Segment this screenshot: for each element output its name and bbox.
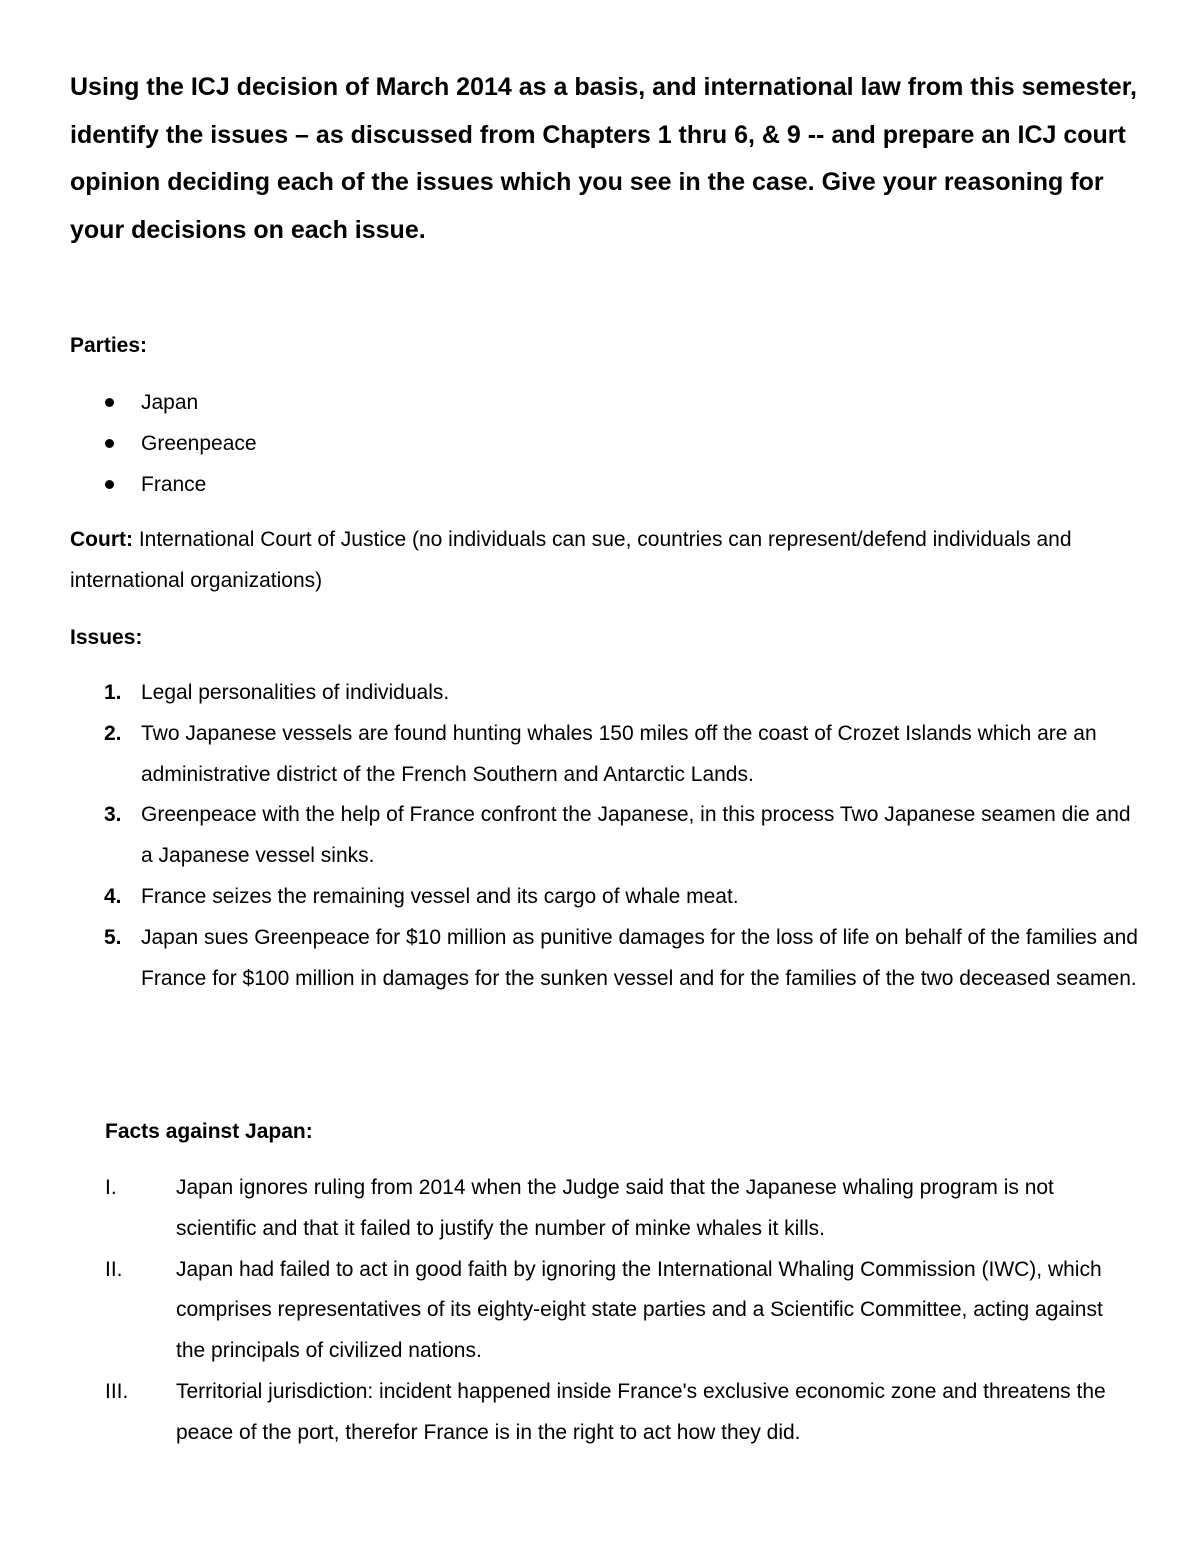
- issues-heading: Issues:: [70, 626, 143, 649]
- list-item: [70, 467, 257, 508]
- issue-number: 5.: [104, 925, 122, 949]
- court-paragraph: [70, 520, 1140, 601]
- list-item: [70, 918, 1140, 1000]
- list-item: [70, 795, 1140, 877]
- parties-list: [70, 385, 257, 507]
- issue-number: 3.: [104, 803, 122, 827]
- issue-number: 1.: [104, 681, 122, 704]
- issue-number: 4.: [104, 884, 122, 908]
- issue-text: Greenpeace with the help of France confront the Japanese, in this process Two Japanese seamen die and a Japanese vessel sinks.: [141, 803, 1131, 868]
- fact-number: III.: [105, 1379, 129, 1403]
- fact-text: Japan ignores ruling from 2014 when the Judge said that the Japanese whaling program is not scientific and that it failed to justify the number of minke whales it kills.: [176, 1176, 1054, 1240]
- party-name: Japan: [141, 391, 199, 414]
- issue-text: Japan sues Greenpeace for $10 million as punitive damages for the loss of life on behalf of the families and France for $100 million in damages for the sunken vessel and for the families of the two deceased seamen.: [141, 925, 1138, 990]
- issue-text: Two Japanese vessels are found hunting whales 150 miles off the coast of Crozet Islands which are an administrative district of the French Southern and Antarctic Lands.: [141, 721, 1097, 786]
- assignment-prompt: Using the ICJ decision of March 2014 as a basis, and international law from this semester, identify the issues – as discussed from Chapters 1 thru 6, & 9 -- and prepare an ICJ court opinion deciding each of the issues which you see in the case. Give your reasoning for your decisions on each issue.: [70, 73, 1138, 244]
- party-name: France: [141, 472, 207, 496]
- facts-heading: Facts against Japan:: [105, 1120, 313, 1143]
- bullet-icon: [105, 480, 114, 489]
- list-item: [70, 877, 1140, 918]
- list-item: [70, 714, 1140, 796]
- list-item: [105, 1372, 1135, 1454]
- fact-number: II.: [105, 1257, 123, 1281]
- bullet-icon: [105, 398, 114, 407]
- list-item: [105, 1168, 1135, 1250]
- issues-list: [70, 673, 1140, 999]
- parties-heading: Parties:: [70, 334, 148, 357]
- facts-list: [105, 1168, 1135, 1454]
- fact-text: Territorial jurisdiction: incident happened inside France's exclusive economic zone and threatens the peace of the port, therefor France is in the right to act how they did.: [176, 1379, 1106, 1444]
- issue-text: France seizes the remaining vessel and its cargo of whale meat.: [141, 884, 739, 908]
- list-item: [70, 385, 257, 426]
- court-text: International Court of Justice (no individuals can sue, countries can represent/defend individuals and international organizations): [70, 528, 1072, 592]
- bullet-icon: [105, 439, 114, 448]
- list-item: [105, 1250, 1135, 1372]
- issue-text: Legal personalities of individuals.: [141, 681, 450, 704]
- list-item: [70, 426, 257, 467]
- party-name: Greenpeace: [141, 431, 257, 455]
- fact-number: I.: [105, 1176, 117, 1199]
- court-label: Court:: [70, 528, 133, 551]
- fact-text: Japan had failed to act in good faith by ignoring the International Whaling Commission (IWC), which comprises representatives of its eighty-eight state parties and a Scientific Committee, acting against the principals of civilized nations.: [176, 1257, 1103, 1363]
- issue-number: 2.: [104, 721, 122, 745]
- list-item: [70, 673, 1140, 714]
